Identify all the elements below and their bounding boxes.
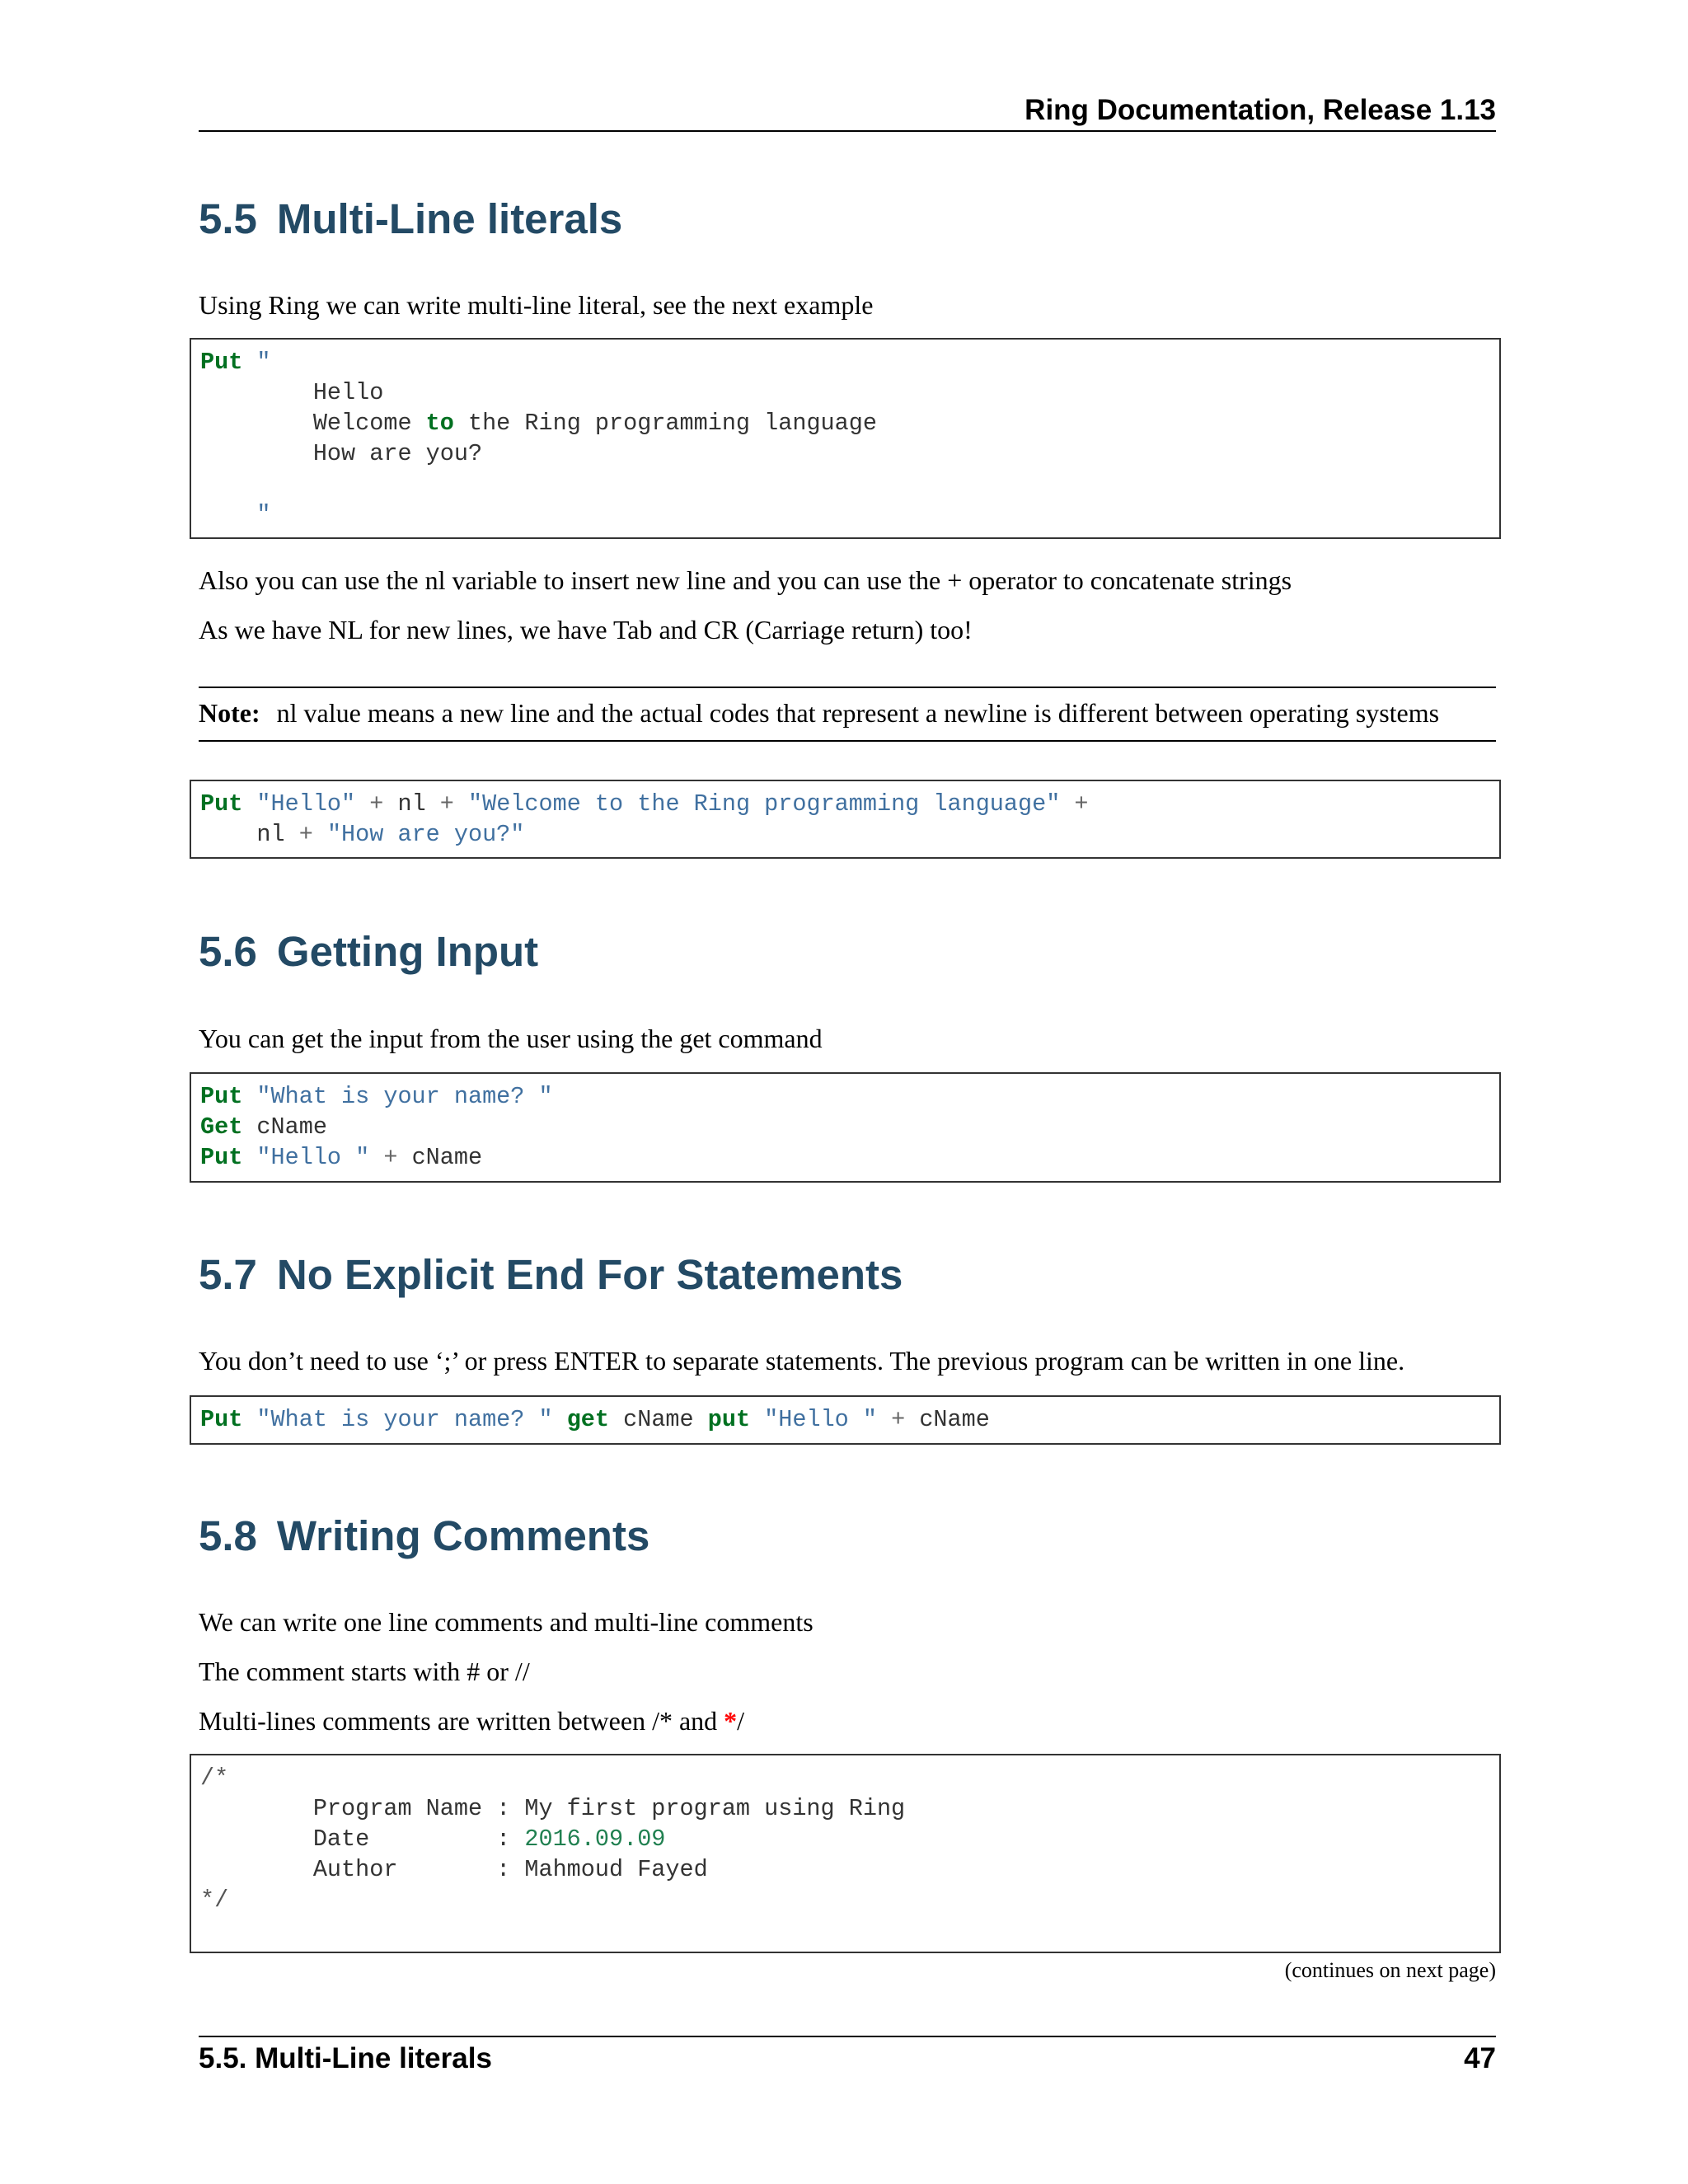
- note-label: Note:: [199, 698, 260, 728]
- paragraph: You can get the input from the user using the get command: [199, 1024, 823, 1053]
- code-block-one-line: Put "What is your name? " get cName put "Hello " + cName: [190, 1395, 1501, 1445]
- footer-rule: [199, 2036, 1496, 2037]
- paragraph: Using Ring we can write multi-line literal, see the next example: [199, 290, 874, 320]
- code-block-comments: /* Program Name : My first program using Ring Date : 2016.09.09 Author : Mahmoud Fayed */: [190, 1754, 1501, 1953]
- paragraph: The comment starts with # or //: [199, 1657, 530, 1686]
- page-number: 47: [1464, 2042, 1496, 2074]
- paragraph: You don’t need to use ‘;’ or press ENTER to separate statements. The previous program can be written in one line.: [199, 1346, 1405, 1376]
- section-title-5-5: 5.5 Multi-Line literals: [199, 195, 623, 242]
- section-title-5-6: 5.6 Getting Input: [199, 928, 539, 975]
- paragraph: As we have NL for new lines, we have Tab and CR (Carriage return) too!: [199, 615, 973, 644]
- paragraph: Multi-lines comments are written between /* and */: [199, 1706, 745, 1736]
- section-title-5-7: 5.7 No Explicit End For Statements: [199, 1251, 903, 1298]
- header-rule: [199, 130, 1496, 132]
- document-page: [199, 0, 1496, 2184]
- running-header: Ring Documentation, Release 1.13: [1025, 94, 1496, 126]
- note-text: nl value means a new line and the actual codes that represent a newline is different between operating systems: [276, 698, 1440, 728]
- footer-section: 5.5. Multi-Line literals: [199, 2042, 492, 2074]
- code-block-get-input: Put "What is your name? " Get cName Put "Hello " + cName: [190, 1072, 1501, 1183]
- code-block-multiline-literal: Put " Hello Welcome to the Ring programming language How are you? ": [190, 338, 1501, 539]
- paragraph: Also you can use the nl variable to insert new line and you can use the + operator to concatenate strings: [199, 565, 1292, 595]
- code-block-nl-concat: Put "Hello" + nl + "Welcome to the Ring programming language" + nl + "How are you?": [190, 780, 1501, 859]
- section-title-5-8: 5.8 Writing Comments: [199, 1512, 650, 1559]
- continues-note: (continues on next page): [1284, 1958, 1496, 1982]
- note-admonition: [199, 687, 1496, 742]
- paragraph: We can write one line comments and multi-line comments: [199, 1607, 814, 1637]
